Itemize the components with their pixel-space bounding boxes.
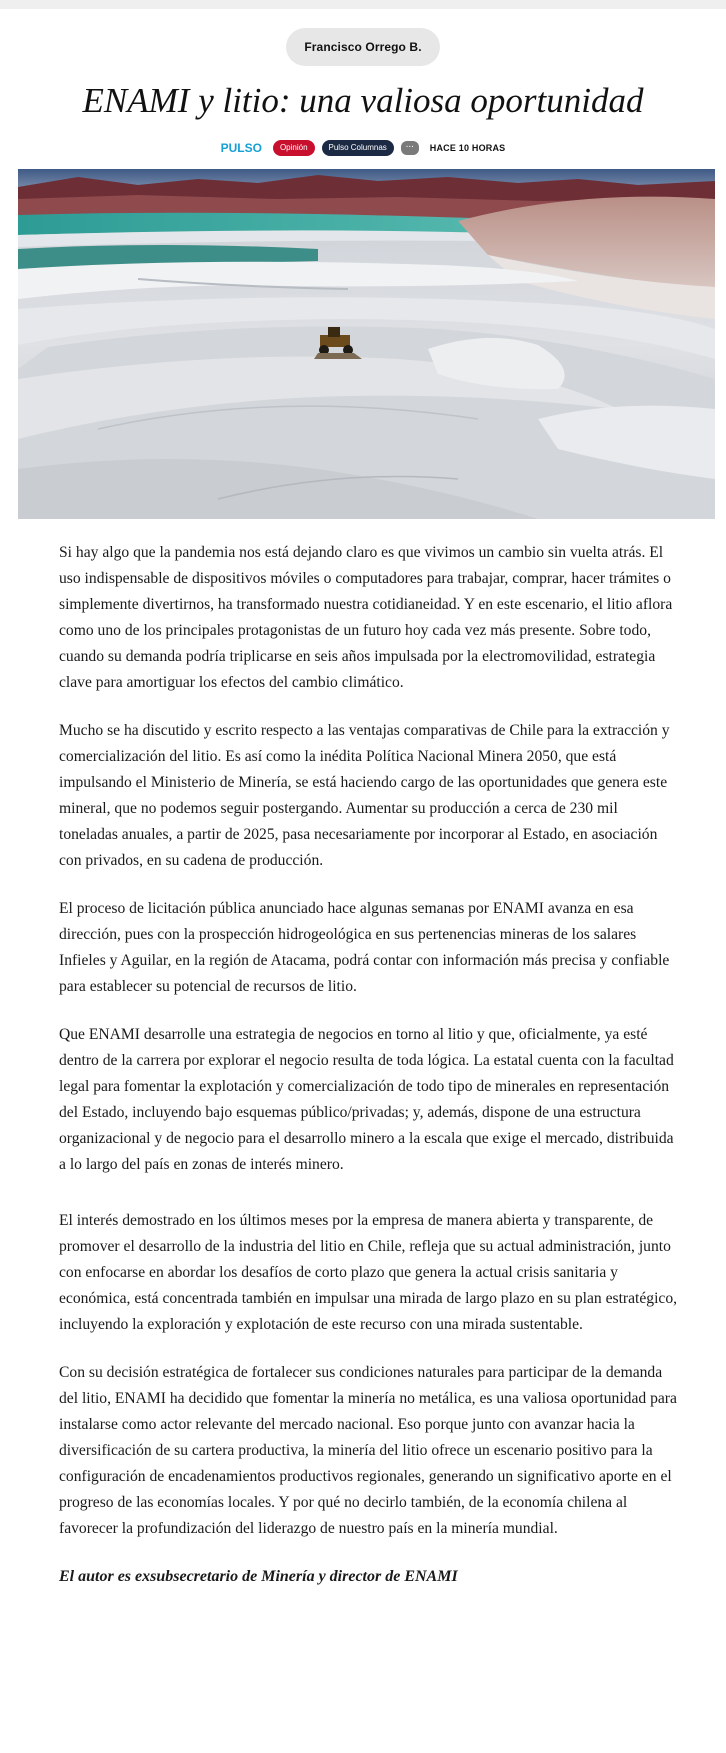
article-paragraph-3: El proceso de licitación pública anunciado hace algunas semanas por ENAMI avanza en esa dirección, pues con la prospección hidrogeológica en sus pertenencias mineras de los salares Infieles y Aguilar, en la región de Atacama, podrá contar con información más precisa y confiable para establecer su potencial de recursos de litio. [59, 900, 670, 995]
article-paragraph-6: Con su decisión estratégica de fortalecer sus condiciones naturales para participar de la demanda del litio, ENAMI ha decidido que fomentar la minería no metálica, es una valiosa oportunidad para instalarse como actor relevante del mercado nacional. Eso porque junto con avanzar hacia la diversificación de su cartera productiva, la minería del litio ofrece un escenario positivo para la configuración de encadenamientos productivos regionales, generando un significativo aporte en el progreso de las economías locales. Y por qué no decirlo también, de la economía chilena al favorecer la profundización del liderazgo de nuestro país en la minería mundial. [59, 1364, 677, 1537]
article-paragraph-2: Mucho se ha discutido y escrito respecto a las ventajas comparativas de Chile para la extracción y comercialización del litio. Es así como la inédita Política Nacional Minera 2050, que está impulsando el Ministerio de Minería, se está haciendo cargo de las oportunidades que genera este mineral, que no podemos seguir postergando. Aumentar su producción a cerca de 230 mil toneladas anuales, a partir de 2025, pasa necesariamente por incorporar al Estado, en asociación con privados, en su cadena de producción. [59, 722, 670, 869]
salt-flat-photo [18, 169, 715, 519]
article-headline: ENAMI y litio: una valiosa oportunidad [82, 81, 644, 120]
more-tags-button[interactable]: ... [401, 141, 419, 155]
author-link[interactable]: Francisco Orrego B. [286, 28, 439, 66]
article-paragraph-4: Que ENAMI desarrolle una estrategia de negocios en torno al litio y que, oficialmente, ya esté dentro de la carrera por explorar el negocio resulta de toda lógica. La estatal cuenta con la facultad legal para fomentar la explotación y comercialización de todo tipo de minerales en representación del Estado, incluyendo bajo esquemas público/privadas; y, además, dispone de una estructura organizacional y de negocio para el desarrollo minero a la escala que exige el mercado, distribuida a lo largo del país en zonas de interés minero. [59, 1026, 674, 1173]
article-body [0, 540, 680, 1590]
author-wrap [0, 28, 726, 66]
tag-pulso-columnas[interactable]: Pulso Columnas [322, 140, 394, 156]
article-meta [0, 138, 726, 158]
top-strip [0, 0, 726, 9]
article-paragraph-5: El interés demostrado en los últimos meses por la empresa de manera abierta y transparente, de promover el desarrollo de la industria del litio en Chile, refleja que su actual administración, junto con enfocarse en abordar los desafíos de corto plazo que genera la actual crisis sanitaria y económica, está concentrada también en impulsar una mirada de largo plazo en su plan estratégico, incluyendo la exploración y explotación de este recurso con una mirada sustentable. [59, 1212, 678, 1333]
article-paragraph-1: Si hay algo que la pandemia nos está dejando claro es que vivimos un cambio sin vuelta atrás. El uso indispensable de dispositivos móviles o computadores para trabajar, comprar, hacer trámites o simplemente divertirnos, ha transformado nuestra cotidianeidad. Y en este escenario, el litio aflora como uno de los principales protagonistas de un futuro hoy cada vez más presente. Sobre todo, cuando su demanda podría triplicarse en seis años impulsada por la electromovilidad, estrategia clave para amortiguar los efectos del cambio climático. [59, 544, 673, 691]
author-note: El autor es exsubsecretario de Minería y director de ENAMI [59, 1568, 458, 1585]
publish-time: HACE 10 HORAS [429, 143, 506, 153]
section-link[interactable]: PULSO [220, 141, 262, 155]
tag-opinion[interactable]: Opinión [273, 140, 315, 156]
hero-image [18, 169, 715, 519]
